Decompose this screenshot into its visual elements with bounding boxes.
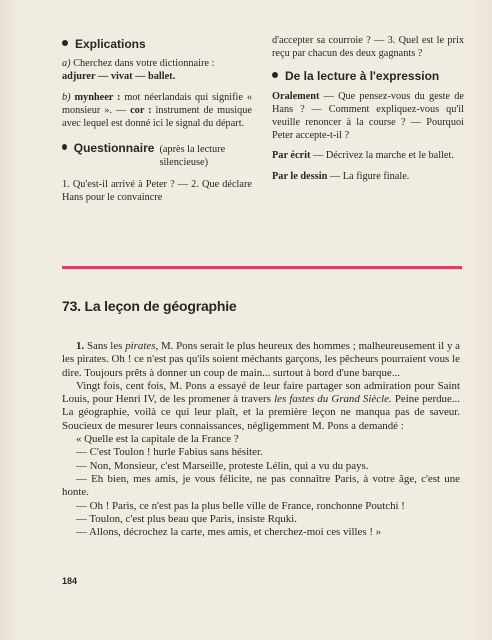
section-divider — [62, 266, 462, 269]
questions-text: 1. Qu'est-il arrivé à Peter ? — 2. Que déclare Hans pour le convaincre — [62, 178, 252, 203]
right-column — [272, 35, 464, 190]
explications-title: Explications — [75, 37, 146, 51]
questionnaire-heading — [62, 142, 252, 169]
explication-a — [62, 57, 252, 83]
dialogue-line-7: — Allons, décrochez la carte, mes amis, et cherchez-moi ces villes ! » — [76, 526, 382, 539]
expl-b-text1: mot néerlandais qui signifie « monsieur ». — — [62, 91, 252, 116]
paragraph-number: 1. — [76, 340, 85, 352]
oralement-text: — Que pensez-vous du geste de Hans ? — Comment expliquez-vous qu'il veuille renoncer à la course ? — Pourquoi Peter accepte-t-il ? — [272, 90, 464, 142]
expl-a-words: adjurer — vivat — ballet. — [62, 71, 176, 83]
bullet-icon — [272, 72, 278, 78]
bullet-icon — [62, 40, 68, 46]
questions-continued: d'accepter sa courroie ? — 3. Quel est le prix reçu par chacun des deux gagnants ? — [272, 35, 464, 60]
expl-a-label: a) — [62, 58, 71, 70]
dessin-block — [272, 170, 464, 183]
paragraph-1 — [62, 340, 460, 380]
lecture-title: De la lecture à l'expression — [285, 69, 440, 84]
expl-b-label: b) — [62, 91, 71, 103]
questionnaire-suffix: (après la lecture silencieuse) — [159, 144, 226, 169]
ecrit-label: Par écrit — [272, 150, 311, 162]
bullet-icon — [62, 144, 67, 150]
expl-b-word: mynheer : — [74, 91, 121, 103]
dialogue-line-2: — C'est Toulon ! hurle Fabius sans hésiter. — [76, 446, 263, 459]
dialogue-line-5: — Oh ! Paris, ce n'est pas la plus belle ville de France, ronchonne Poutchi ! — [76, 499, 405, 512]
dialogue-line-4: — Eh bien, mes amis, je vous félicite, ne pas connaître Paris, à votre âge, c'est une honte. — [62, 472, 460, 499]
p1-pirates: pirates, — [125, 340, 159, 352]
left-column — [62, 38, 252, 211]
p2-b: Peine perdue... La géographie, voilà ce qui leur plaît, et la première leçon ne manqua pas de saveur. Soucieux de mesurer leurs connaissances, négligemment M. Pons a demandé : — [62, 393, 460, 432]
chapter-body — [62, 340, 460, 539]
p2-fastes: les fastes du Grand Siècle. — [274, 393, 392, 406]
expl-a-text: Cherchez dans votre dictionnaire : — [73, 58, 215, 70]
dialogue-line-1: « Quelle est la capitale de la France ? — [76, 433, 239, 446]
p2-a: Vingt fois, cent fois, M. Pons a essayé de leur faire partager son admiration pour Saint Louis, pour Henri IV, de les promener à travers — [62, 379, 460, 406]
lecture-heading — [272, 70, 464, 83]
page-number: 184 — [62, 576, 78, 586]
dialogue-line-6: — Toulon, c'est plus beau que Paris, insiste Rquki. — [76, 512, 297, 525]
explication-b — [62, 91, 252, 131]
questionnaire-title: Questionnaire — [73, 141, 155, 156]
oralement-label: Oralement — [272, 90, 320, 102]
ecrit-block — [272, 149, 464, 162]
oralement-block — [272, 90, 464, 143]
chapter-title: 73. La leçon de géographie — [62, 298, 237, 314]
dessin-label: Par le dessin — [272, 170, 328, 182]
paragraph-2 — [62, 380, 460, 433]
expl-b-text2: instrument de musique avec lequel est donné ici le signal du départ. — [62, 104, 252, 130]
ecrit-text: — Décrivez la marche et le ballet. — [312, 150, 454, 162]
p1-a: Sans les — [86, 340, 123, 352]
expl-b-word2: cor : — [130, 104, 152, 116]
dialogue-line-3: — Non, Monsieur, c'est Marseille, proteste Lélin, qui a vu du pays. — [76, 459, 369, 472]
explications-heading — [62, 38, 252, 51]
p1-b: M. Pons serait le plus heureux des hommes ; malheureusement il y a les pirates. Oh ! ce n'est pas qu'ils soient méchants garçons, les pêcheurs pourraient vous le dire. Toujours prêts à donner un coup de main... surtout à bord d'une barque... — [62, 340, 461, 379]
dessin-text: — La figure finale. — [329, 170, 410, 182]
